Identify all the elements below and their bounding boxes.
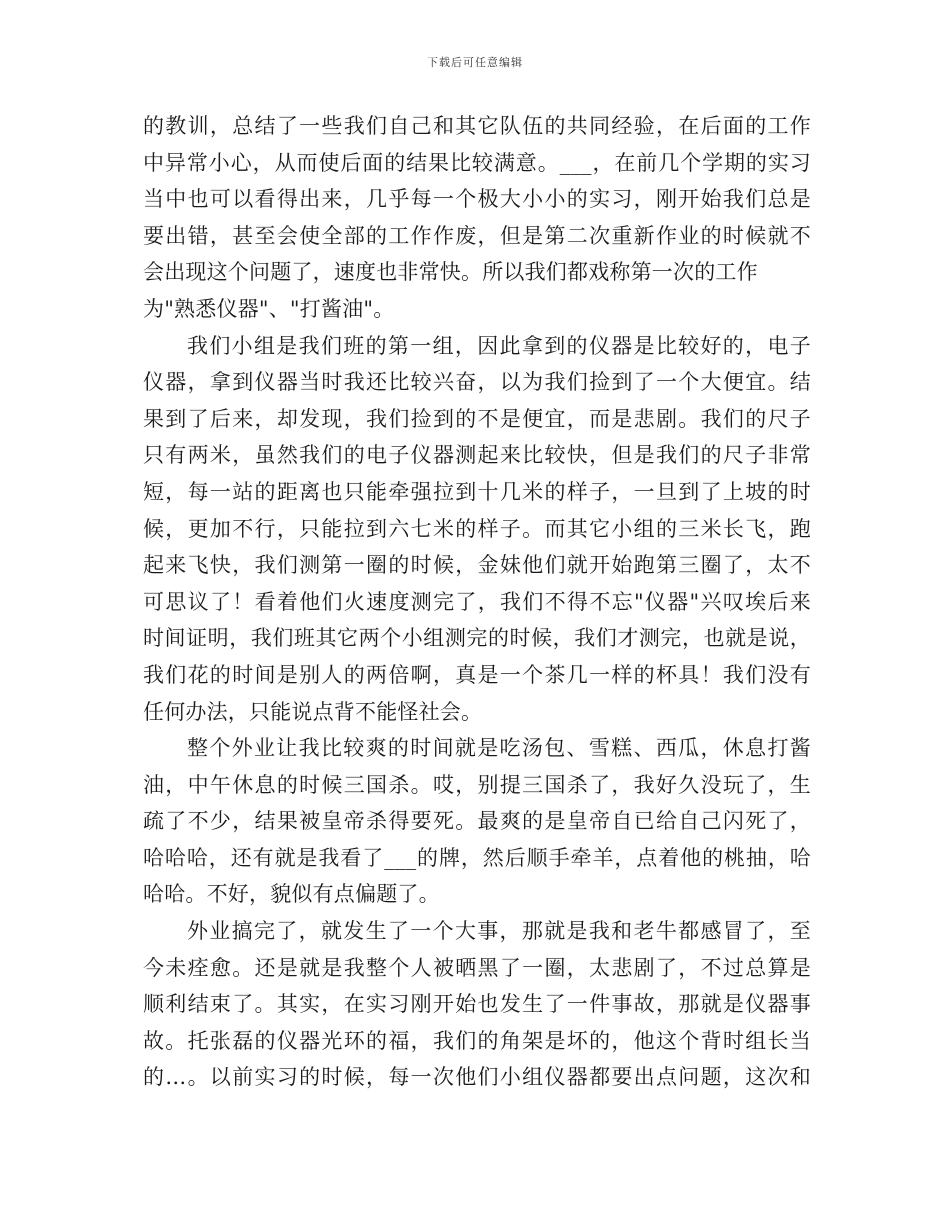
text-line: 顺利结束了。其实，在实习刚开始也发生了一件事故，那就是仪器事 bbox=[143, 992, 811, 1017]
text-line: 哈哈哈，还有就是我看了___的牌，然后顺手牵羊，点着他的桃抽，哈 bbox=[143, 845, 811, 870]
text-line: 疏了不少，结果被皇帝杀得要死。最爽的是皇帝自已给自己闪死了， bbox=[143, 809, 811, 834]
text-line: 当中也可以看得出来，几乎每一个极大小小的实习，刚开始我们总是 bbox=[143, 187, 811, 212]
text-line: 的教训，总结了一些我们自己和其它队伍的共同经验，在后面的工作 bbox=[143, 114, 811, 138]
text-line: 候，更加不行，只能拉到六七米的样子。而其它小组的三米长飞，跑 bbox=[143, 516, 811, 541]
text-line: 要出错，甚至会使全部的工作作废，但是第二次重新作业的时候就不 bbox=[143, 223, 811, 248]
text-line: 可思议了！看着他们火速度测完了，我们不得不忘"仪器"兴叹埃后来 bbox=[143, 589, 811, 614]
text-line: 为"熟悉仪器"、"打酱油"。 bbox=[143, 296, 395, 321]
text-line: 哈哈。不好，貌似有点偏题了。 bbox=[143, 882, 440, 907]
paragraph-first-line: 整个外业让我比较爽的时间就是吃汤包、雪糕、西瓜，休息打酱 bbox=[187, 736, 811, 761]
text-line: 会出现这个问题了，速度也非常快。所以我们都戏称第一次的工作 bbox=[143, 260, 758, 285]
text-line: 仪器，拿到仪器当时我还比较兴奋，以为我们捡到了一个大便宜。结 bbox=[143, 370, 811, 395]
text-line: 我们花的时间是别人的两倍啊，真是一个茶几一样的杯具！我们没有 bbox=[143, 662, 811, 687]
text-line: 果到了后来，却发现，我们捡到的不是便宜，而是悲剧。我们的尺子 bbox=[143, 406, 811, 431]
page-header: 下载后可任意编辑 bbox=[427, 56, 523, 69]
text-line: 任何办法，只能说点背不能怪社会。 bbox=[143, 699, 483, 724]
text-line: 短，每一站的距离也只能牵强拉到十几米的样子，一旦到了上坡的时 bbox=[143, 479, 811, 504]
text-line: 油，中午休息的时候三国杀。哎，别提三国杀了，我好久没玩了，生 bbox=[143, 772, 811, 797]
text-line: 中异常小心，从而使后面的结果比较满意。___，在前几个学期的实习 bbox=[143, 150, 811, 175]
paragraph-first-line: 我们小组是我们班的第一组，因此拿到的仪器是比较好的，电子 bbox=[187, 333, 811, 358]
paragraph-first-line: 外业搞完了，就发生了一个大事，那就是我和老牛都感冒了，至 bbox=[187, 919, 811, 944]
document-body bbox=[143, 108, 811, 1096]
text-line: 起来飞快，我们测第一圈的时候，金妹他们就开始跑第三圈了，太不 bbox=[143, 553, 811, 578]
text-line: 只有两米，虽然我们的电子仪器测起来比较快，但是我们的尺子非常 bbox=[143, 443, 811, 468]
text-line: 时间证明，我们班其它两个小组测完的时候，我们才测完，也就是说， bbox=[143, 626, 811, 651]
text-line: 故。托张磊的仪器光环的福，我们的角架是坏的，他这个背时组长当 bbox=[143, 1028, 811, 1053]
text-line: 今未痊愈。还是就是我整个人被晒黑了一圈，太悲剧了，不过总算是 bbox=[143, 955, 811, 980]
text-line: 的…。以前实习的时候，每一次他们小组仪器都要出点问题，这次和 bbox=[143, 1065, 811, 1090]
